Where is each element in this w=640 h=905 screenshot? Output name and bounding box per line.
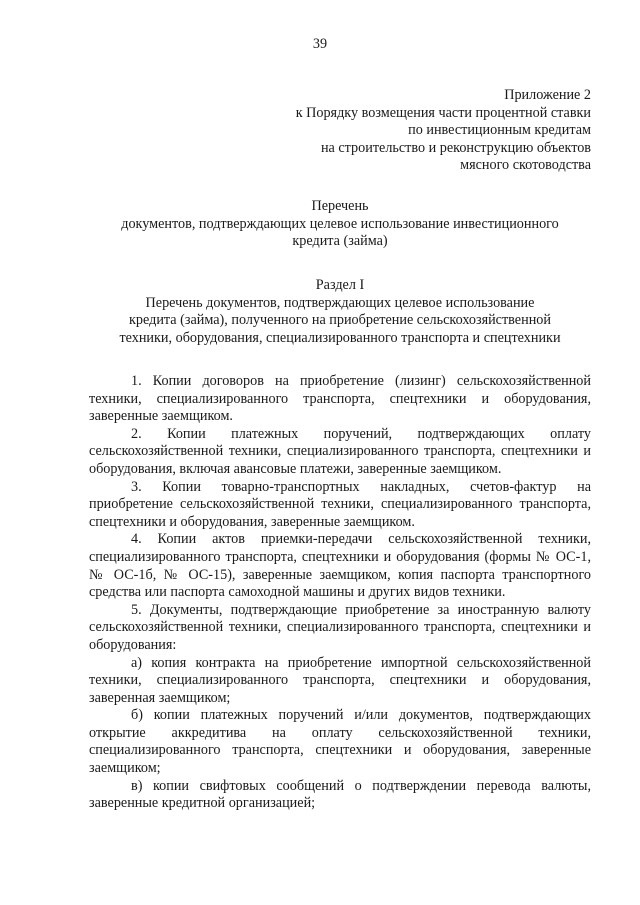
appendix-line: Приложение 2 [504,87,591,103]
page-number: 39 [312,36,328,52]
document-title-line: документов, подтверждающих целевое использование инвестиционного [121,215,559,232]
section-subtitle-line: кредита (займа), полученного на приобретение сельскохозяйственной [129,312,551,329]
document-title-line: кредита (займа) [292,233,388,250]
section-heading: Раздел I [315,277,365,293]
appendix-line: по инвестиционным кредитам [408,122,591,139]
list-item-1: 1. Копии договоров на приобретение (лизинг) сельскохозяйственной техники, специализированного транспорта, спецтехники и оборудования, заверенные заемщиком. [89,373,591,425]
list-item-2: 2. Копии платежных поручений, подтверждающих оплату сельскохозяйственной техники, специализированного транспорта, спецтехники и оборудования, включая авансовые платежи, заверенные заемщиком. [89,425,591,477]
sub-item-a: а) копия контракта на приобретение импортной сельскохозяйственной техники, специализированного транспорта, спецтехники и оборудования, заверенная заемщиком; [89,654,591,706]
list-item-3: 3. Копии товарно-транспортных накладных, счетов-фактур на приобретение сельскохозяйственной техники, специализированного транспорта, спецтехники и оборудования, заверенные заемщиком. [89,478,591,530]
section-subtitle-line: техники, оборудования, специализированного транспорта и спецтехники [119,329,561,346]
document-title-line: Перечень [311,198,369,214]
appendix-line: к Порядку возмещения части процентной ставки [295,104,591,121]
section-header [100,277,580,347]
section-subtitle-line: Перечень документов, подтверждающих целевое использование [145,294,535,311]
appendix-header [231,87,591,175]
list-item-4: 4. Копии актов приемки-передачи сельскохозяйственной техники, специализированного транспорта, спецтехники и оборудования (формы № ОС-1, № ОС-1б, № ОС-15), заверенные заемщиком, копия паспорта транспортного средства или паспорта самоходной машины и других видов техники. [89,531,591,601]
sub-item-c: в) копии свифтовых сообщений о подтверждении перевода валюты, заверенные кредитной организацией; [89,777,591,812]
document-title [100,198,580,251]
appendix-line: на строительство и реконструкцию объектов [320,139,591,156]
appendix-line: мясного скотоводства [460,157,591,174]
list-item-5: 5. Документы, подтверждающие приобретение за иностранную валюту сельскохозяйственной техники, специализированного транспорта, спецтехники и оборудования: [89,601,591,653]
sub-item-b: б) копии платежных поручений и/или документов, подтверждающих открытие аккредитива на оплату сельскохозяйственной техники, специализированного транспорта, спецтехники и оборудования, заверенные заемщиком; [89,707,591,777]
document-body [89,373,591,813]
